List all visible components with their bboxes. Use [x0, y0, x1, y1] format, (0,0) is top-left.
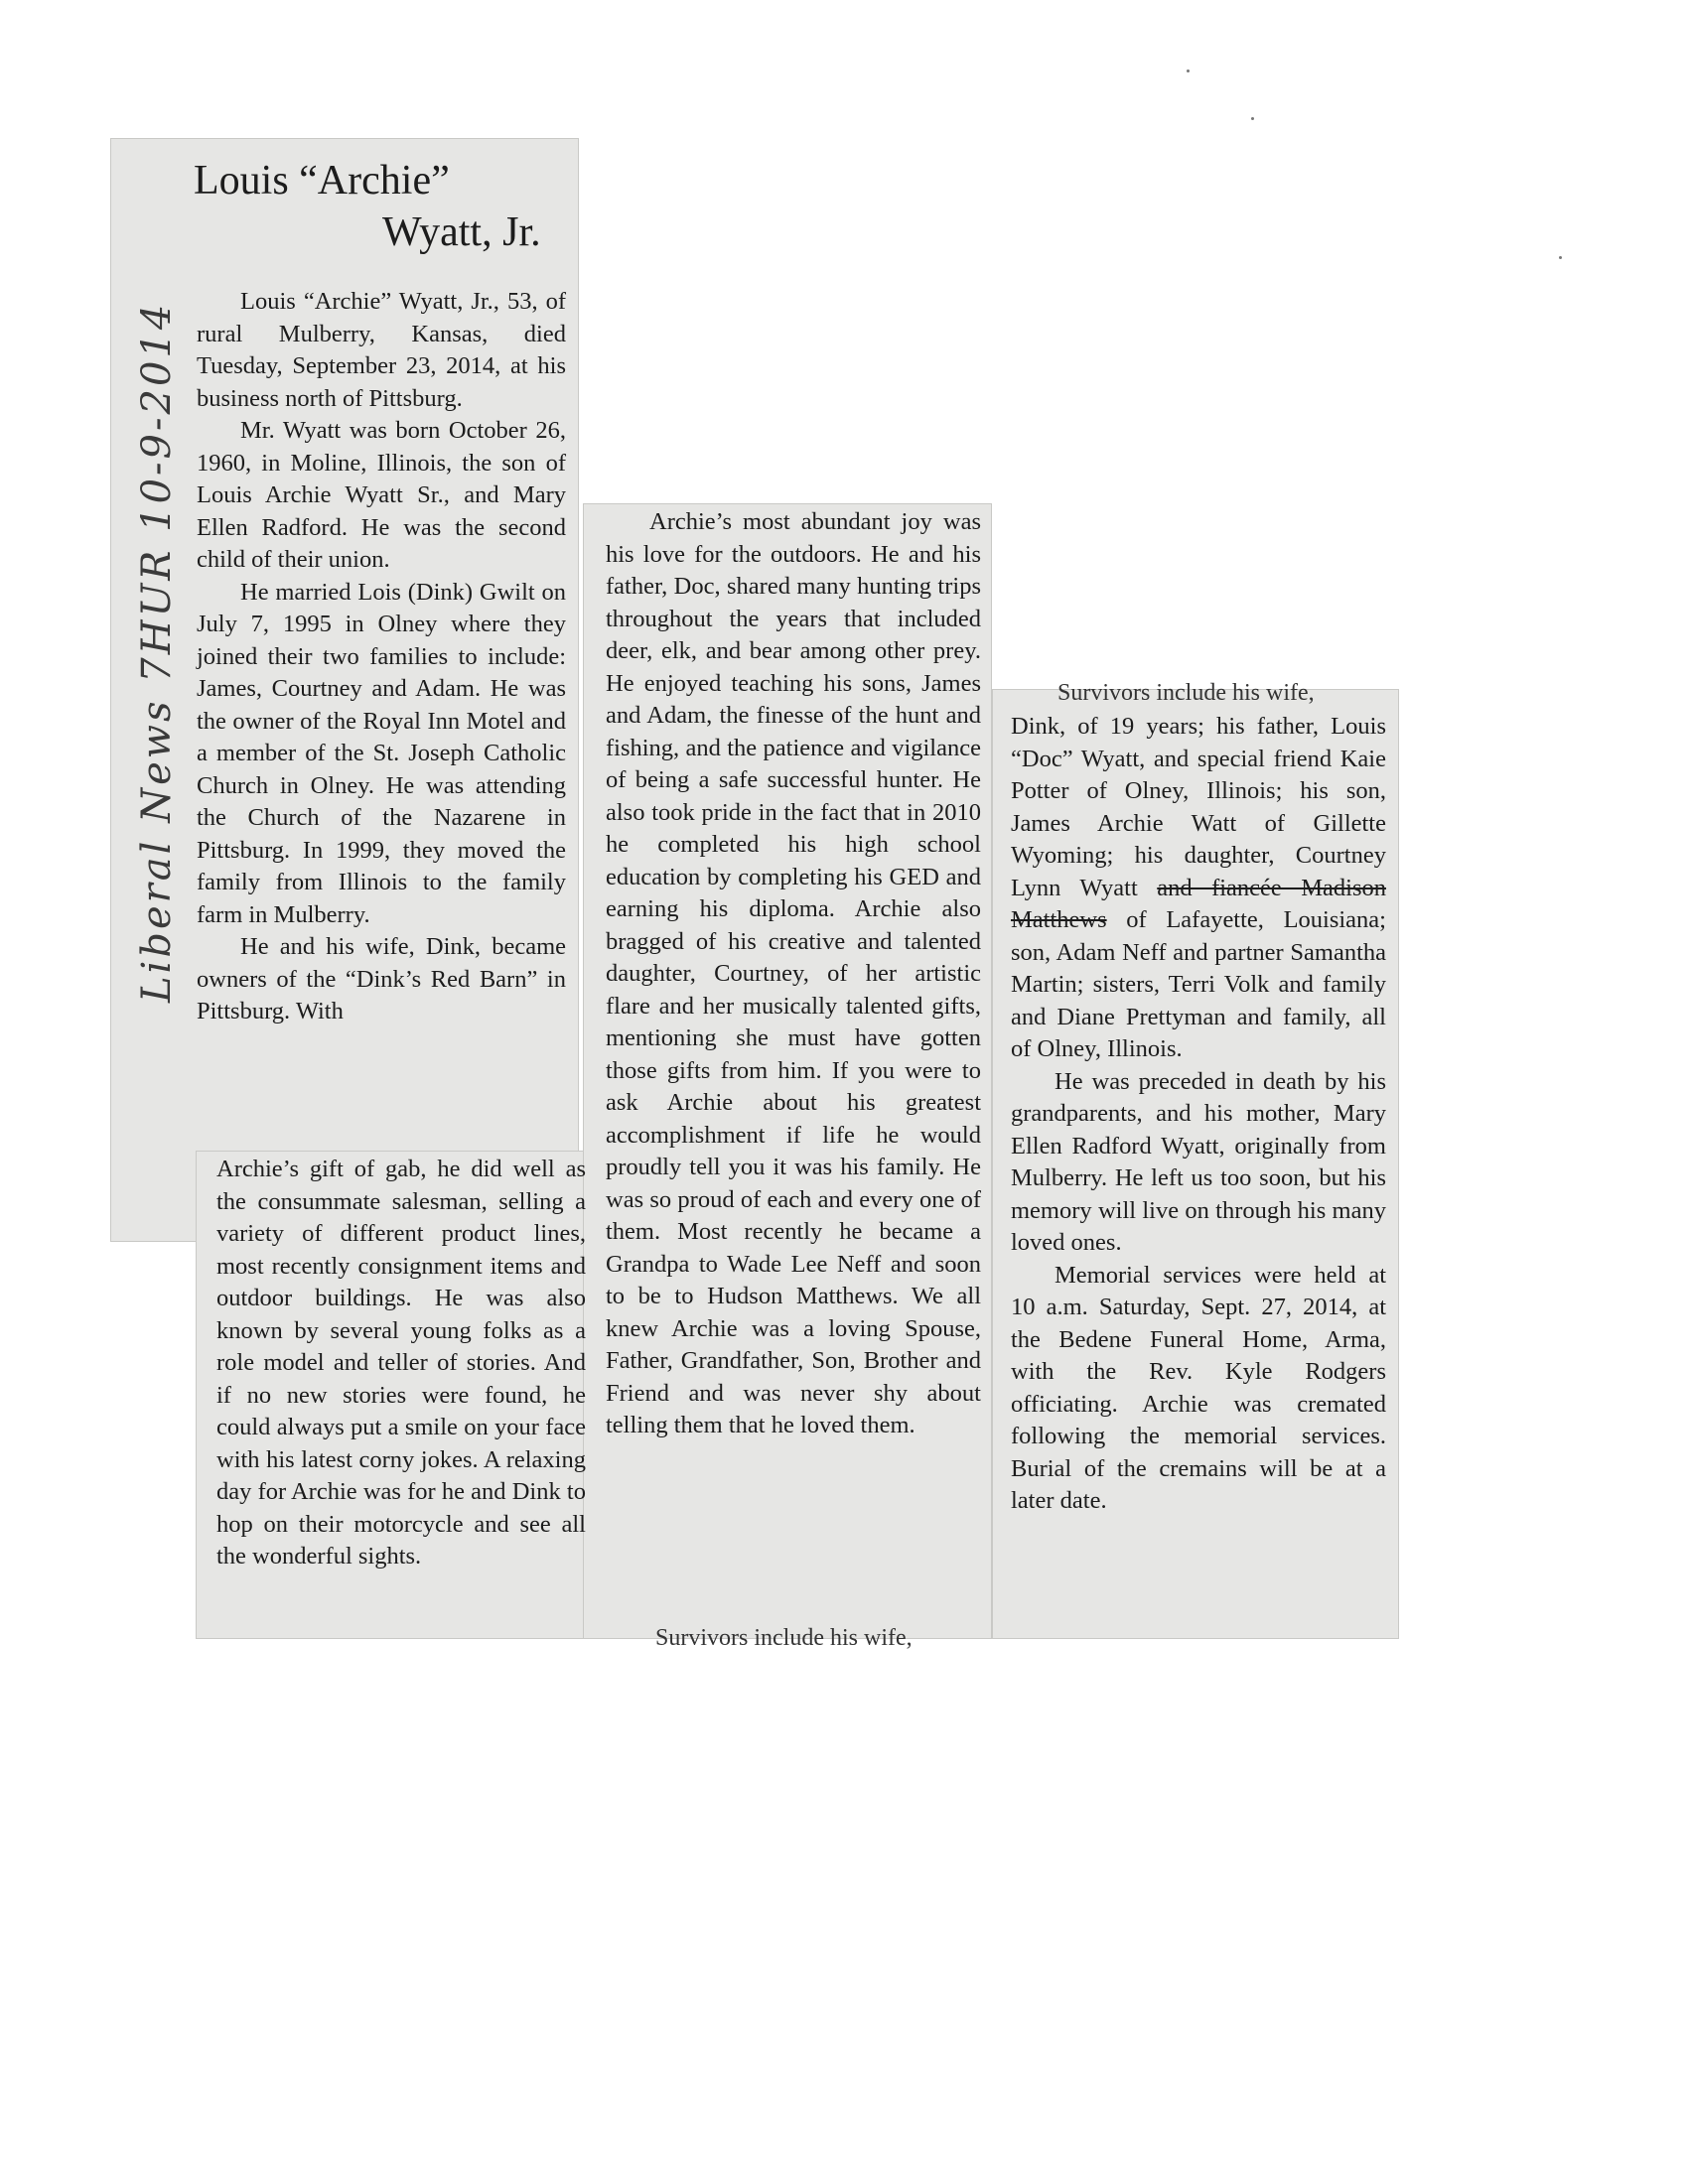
column-1-top — [197, 286, 566, 1028]
column-2 — [606, 506, 981, 1442]
paragraph-business-cont: Archie’s gift of gab, he did well as the consummate salesman, selling a variety of different product lines, most recently consignment items and outdoor buildings. He was also known by several young folks as a role model and teller of stories. And if no new stories were found, he could always put a smile on your face with his latest corny jokes. A relaxing day for Archie was for he and Dink to hop on their motorcycle and see all the wonderful sights. — [216, 1156, 586, 1570]
paragraph-death: Louis “Archie” Wyatt, Jr., 53, of rural Mulberry, Kansas, died Tuesday, September 23, 2014, at his business north of Pittsburg. — [197, 288, 566, 412]
paragraph-marriage: He married Lois (Dink) Gwilt on July 7, 1995 in Olney where they joined their two families to include: James, Courtney and Adam. He was the owner of the Royal Inn Motel and a member of the St. Joseph Catholic Church in Olney. He was attending the Church of the Nazarene in Pittsburg. In 1999, they moved the family from Illinois to the family farm in Mulberry. — [197, 578, 566, 928]
obituary-title-line1: Louis “Archie” — [194, 158, 450, 204]
paragraph-preceded: He was preceded in death by his grandparents, and his mother, Mary Ellen Radford Wyatt, originally from Mulberry. He left us too soon, but his memory will live on through his many loved ones. — [1011, 1067, 1386, 1256]
column-2-cut-line: Survivors include his wife, — [655, 1625, 913, 1651]
paragraph-business: He and his wife, Dink, became owners of the “Dink’s Red Barn” in Pittsburg. With — [197, 933, 566, 1024]
paragraph-survivors: Dink, of 19 years; his father, Louis “Doc” Wyatt, and special friend Kaie Potter of Olney, Illinois; his son, James Archie Watt of Gillette Wyoming; his daughter, Courtney Lynn Wyatt and fiancée Madison Matthews of Lafayette, Louisiana; son, Adam Neff and partner Samantha Martin; sisters, Terri Volk and family and Diane Prettyman and family, all of Olney, Illinois. — [1011, 713, 1387, 1062]
scan-speck — [1251, 117, 1254, 120]
handwritten-note: Liberal News 7HUR 10-9-2014 — [134, 301, 180, 1003]
paragraph-birth: Mr. Wyatt was born October 26, 1960, in Moline, Illinois, the son of Louis Archie Wyatt Sr., and Mary Ellen Radford. He was the second child of their union. — [197, 417, 566, 573]
column-3-cut-line: Survivors include his wife, — [1057, 680, 1315, 706]
paragraph-memorial: Memorial services were held at 10 a.m. Saturday, Sept. 27, 2014, at the Bedene Funeral Home, Arma, with the Rev. Kyle Rodgers officiating. Archie was cremated following the memorial services. Burial of the cremains will be at a later date. — [1011, 1261, 1386, 1514]
scan-speck — [1559, 256, 1562, 259]
column-1-bottom — [216, 1154, 586, 1573]
paragraph-outdoors: Archie’s most abundant joy was his love for the outdoors. He and his father, Doc, shared many hunting trips throughout the years that included deer, elk, and bear among other prey. He enjoyed teaching his sons, James and Adam, the finesse of the hunt and fishing, and the patience and vigilance of being a safe successful hunter. He also took pride in the fact that in 2010 he completed his high school education by completing his GED and earning his diploma. Archie also bragged of his creative and talented daughter, Courtney, of her artistic flare and her musically talented gifts, mentioning she must have gotten those gifts from him. If you were to ask Archie about his greatest accomplishment if life he would proudly tell you it was his family. He was so proud of each and every one of them. Most recently he became a Grandpa to Wade Lee Neff and soon to be to Hudson Matthews. We all knew Archie was a loving Spouse, Father, Grandfather, Son, Brother and Friend and was never shy about telling them that he loved them. — [606, 508, 981, 1438]
struck-fiancee-text: and fiancée Madison Matthews — [1011, 874, 1387, 933]
column-3 — [1011, 711, 1386, 1518]
scan-speck — [1187, 69, 1190, 72]
obituary-title-line2: Wyatt, Jr. — [382, 209, 541, 255]
